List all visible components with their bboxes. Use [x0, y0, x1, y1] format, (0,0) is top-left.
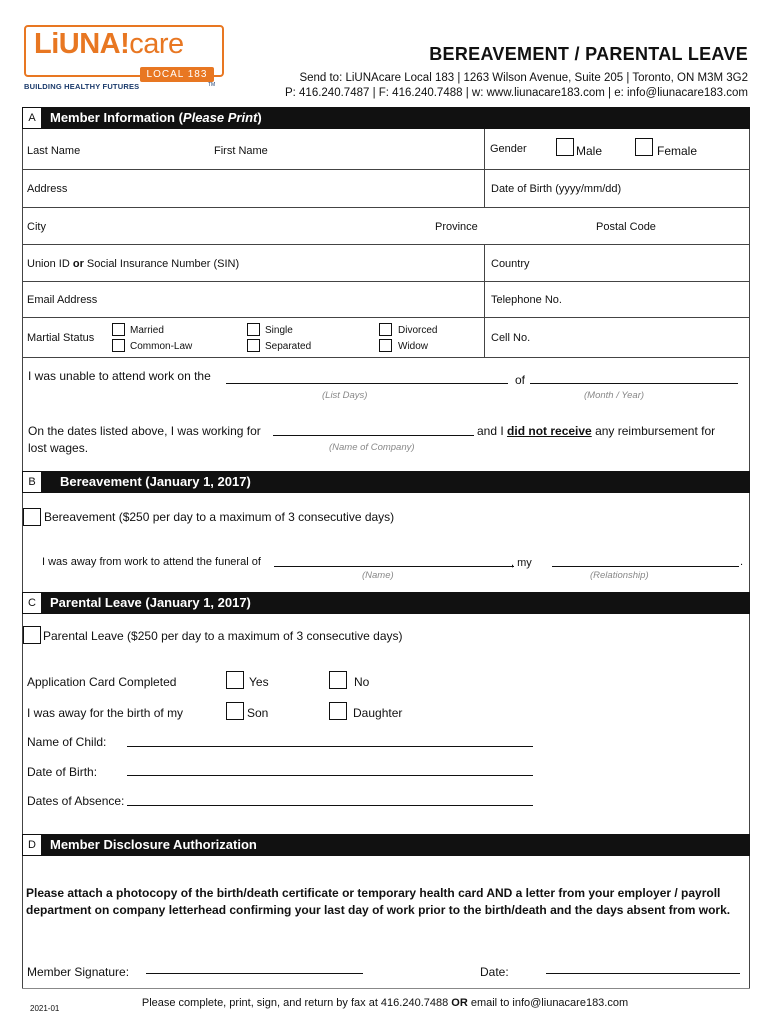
name-hint: (Name) [362, 570, 394, 581]
city-label: City [27, 221, 46, 233]
form-code: 2021-01 [30, 1004, 60, 1013]
reimbursement-text: and I did not receive any reimbursement for [477, 424, 716, 438]
son-checkbox[interactable] [226, 702, 244, 720]
section-b-header [22, 471, 750, 493]
footer-instructions: Please complete, print, sign, and return by fax at 416.240.7488 OR email to info@liunacare183.com [141, 997, 629, 1009]
row-divider [22, 357, 750, 358]
single-label: Single [265, 325, 293, 336]
contact-info: P: 416.240.7487 | F: 416.240.7488 | w: www.liunacare183.com | e: info@liunacare183.com [284, 87, 748, 99]
section-letter: C [22, 592, 42, 614]
parental-leave-checkbox[interactable] [23, 626, 41, 644]
app-card-label: Application Card Completed [27, 675, 177, 689]
logo-tagline: BUILDING HEALTHY FUTURES [24, 82, 140, 91]
son-label: Son [247, 706, 269, 720]
first-name-label: First Name [214, 145, 268, 157]
my-text: , my [511, 557, 532, 569]
row-divider [22, 281, 750, 282]
separated-label: Separated [265, 341, 312, 352]
country-label: Country [491, 258, 530, 270]
birth-of-label: I was away for the birth of my [27, 706, 184, 720]
section-letter: D [22, 834, 42, 856]
relationship-line[interactable] [552, 566, 739, 567]
section-a-frame [22, 129, 750, 471]
female-checkbox[interactable] [635, 138, 653, 156]
logo-local-badge: LOCAL 183 [140, 67, 214, 82]
male-label: Male [576, 144, 603, 158]
email-label: Email Address [27, 294, 98, 306]
child-name-line[interactable] [127, 746, 533, 747]
bereavement-checkbox[interactable] [23, 508, 41, 526]
date-label: Date: [480, 965, 509, 979]
common-law-checkbox[interactable] [112, 339, 125, 352]
child-name-label: Name of Child: [27, 735, 107, 749]
list-days-hint: (List Days) [322, 390, 368, 401]
divider [484, 317, 485, 357]
period: . [740, 556, 744, 568]
of-text: of [515, 373, 526, 387]
daughter-checkbox[interactable] [329, 702, 347, 720]
married-label: Married [130, 325, 164, 336]
postal-code-label: Postal Code [596, 221, 656, 233]
daughter-label: Daughter [353, 706, 403, 720]
company-line[interactable] [273, 435, 474, 436]
attachment-note: Please attach a photocopy of the birth/death certificate or temporary health card AND a letter from your employer / payroll department on company letterhead confirming your last day of work prior to the birth/death and the days absent from work. [26, 886, 731, 917]
company-hint: (Name of Company) [329, 442, 415, 453]
no-label: No [354, 675, 370, 689]
section-title: Parental Leave (January 1, 2017) [50, 595, 251, 610]
absence-dates-line[interactable] [127, 805, 533, 806]
signature-label: Member Signature: [27, 965, 130, 979]
marital-status-label: Martial Status [27, 332, 95, 344]
date-line[interactable] [546, 973, 740, 974]
row-divider [22, 317, 750, 318]
telephone-label: Telephone No. [491, 294, 562, 306]
section-letter: A [22, 107, 42, 129]
unable-text: I was unable to attend work on the [28, 369, 211, 383]
section-c-frame [22, 614, 750, 834]
section-d-header [22, 834, 750, 856]
dob-label: Date of Birth (yyyy/mm/dd) [491, 183, 622, 195]
absence-dates-label: Dates of Absence: [27, 794, 125, 808]
married-checkbox[interactable] [112, 323, 125, 336]
contact-address: Send to: LiUNAcare Local 183 | 1263 Wilson Avenue, Suite 205 | Toronto, ON M3M 3G2 [299, 72, 748, 84]
address-label: Address [27, 183, 68, 195]
dates-text: On the dates listed above, I was working for [28, 424, 261, 438]
child-dob-line[interactable] [127, 775, 533, 776]
divider [484, 169, 485, 207]
document-title: BEREAVEMENT / PARENTAL LEAVE [429, 44, 748, 64]
section-a-header [22, 107, 750, 129]
row-divider [22, 207, 750, 208]
divider [484, 129, 485, 169]
lost-wages-text: lost wages. [28, 441, 89, 455]
app-card-no-checkbox[interactable] [329, 671, 347, 689]
divorced-label: Divorced [398, 325, 438, 336]
divorced-checkbox[interactable] [379, 323, 392, 336]
section-c-header [22, 592, 750, 614]
row-divider [22, 244, 750, 245]
child-dob-label: Date of Birth: [27, 765, 98, 779]
widow-checkbox[interactable] [379, 339, 392, 352]
app-card-yes-checkbox[interactable] [226, 671, 244, 689]
union-id-label: Union ID or Social Insurance Number (SIN) [27, 258, 240, 270]
male-checkbox[interactable] [556, 138, 574, 156]
logo-trademark: TM [208, 82, 216, 88]
province-label: Province [435, 221, 478, 233]
widow-label: Widow [398, 341, 429, 352]
parental-leave-option: Parental Leave ($250 per day to a maximum of 3 consecutive days) [43, 629, 403, 643]
yes-label: Yes [249, 675, 269, 689]
gender-label: Gender [490, 143, 527, 155]
divider [484, 281, 485, 317]
single-checkbox[interactable] [247, 323, 260, 336]
section-letter: B [22, 471, 42, 493]
month-year-hint: (Month / Year) [584, 390, 645, 401]
common-law-label: Common-Law [130, 341, 193, 352]
female-label: Female [657, 144, 698, 158]
signature-line[interactable] [146, 973, 363, 974]
section-d-frame [22, 856, 750, 988]
section-title: Member Disclosure Authorization [50, 837, 257, 852]
last-name-label: Last Name [27, 145, 81, 157]
deceased-name-line[interactable] [274, 566, 514, 567]
row-divider [22, 169, 750, 170]
divider [484, 244, 485, 281]
funeral-text: I was away from work to attend the funeral of [42, 556, 261, 568]
month-year-line[interactable] [530, 383, 738, 384]
bottom-border [22, 988, 750, 989]
separated-checkbox[interactable] [247, 339, 260, 352]
relationship-hint: (Relationship) [590, 570, 649, 581]
bereavement-option: Bereavement ($250 per day to a maximum of 3 consecutive days) [44, 510, 395, 524]
list-days-line[interactable] [226, 383, 508, 384]
cell-label: Cell No. [491, 332, 531, 344]
section-title: Member Information (Please Print) [50, 110, 262, 125]
logo: LiUNA!care [34, 28, 184, 60]
section-title: Bereavement (January 1, 2017) [60, 474, 251, 489]
